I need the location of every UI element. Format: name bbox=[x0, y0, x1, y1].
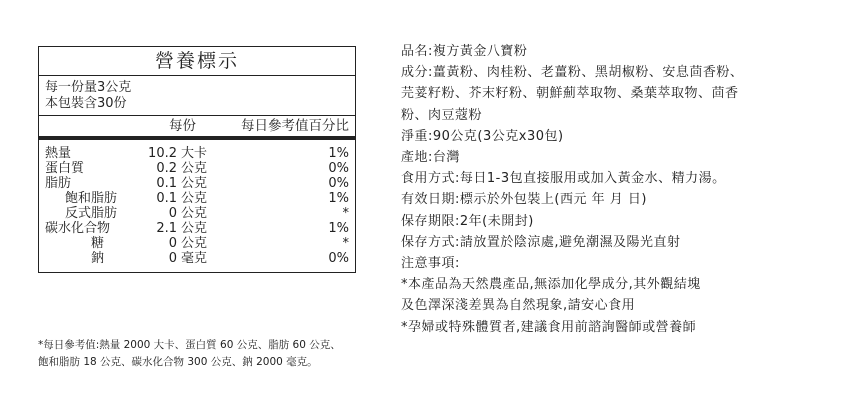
col-daily-value: 每日參考值百分比 bbox=[241, 118, 349, 134]
nutrient-unit: 公克 bbox=[181, 191, 208, 206]
footnote-line: *每日參考值:熱量 2000 大卡、蛋白質 60 公克、脂肪 60 公克、 bbox=[38, 339, 341, 351]
nutrient-daily-pct: 0% bbox=[328, 161, 349, 176]
nutrient-unit: 公克 bbox=[181, 221, 208, 236]
info-product-name: 品名:複方黃金八寶粉 bbox=[401, 44, 528, 59]
nutrient-amount: 0 bbox=[168, 206, 177, 221]
info-ingredients-cont: 芫荽籽粉、芥末籽粉、朝鮮薊萃取物、桑葉萃取物、茴香 bbox=[401, 86, 739, 102]
nutrient-unit: 公克 bbox=[181, 176, 208, 191]
info-origin: 產地:台灣 bbox=[401, 150, 460, 166]
nutrient-name: 碳水化合物 bbox=[45, 221, 111, 236]
nutrient-name: 飽和脂肪 bbox=[65, 191, 118, 206]
nutrient-name: 熱量 bbox=[45, 146, 72, 161]
nutrient-name: 反式脂肪 bbox=[65, 206, 118, 221]
col-per-serving: 每份 bbox=[169, 118, 196, 134]
nutrient-row bbox=[39, 221, 355, 236]
nutrient-row bbox=[39, 236, 355, 251]
nutrient-daily-pct: 1% bbox=[328, 146, 349, 161]
nutrient-row bbox=[39, 206, 355, 221]
servings-per-pack: 本包裝含30份 bbox=[45, 96, 127, 111]
nutrient-daily-pct: 0% bbox=[328, 251, 349, 266]
nutrient-row bbox=[39, 161, 355, 176]
nutrient-amount: 0.2 bbox=[156, 161, 177, 176]
column-header bbox=[39, 116, 355, 140]
nutrient-daily-pct: 1% bbox=[328, 191, 349, 206]
nutrient-row bbox=[39, 251, 355, 266]
info-net-weight: 淨重:90公克(3公克x30包) bbox=[401, 128, 564, 144]
nutrient-amount: 0.1 bbox=[156, 191, 177, 206]
info-note: *本產品為天然農產品,無添加化學成分,其外觀結塊 bbox=[401, 277, 701, 293]
nutrient-row bbox=[39, 176, 355, 191]
nutrient-amount: 2.1 bbox=[156, 221, 177, 236]
nutrient-row bbox=[39, 146, 355, 161]
product-info bbox=[401, 41, 821, 338]
nutrient-daily-pct: * bbox=[342, 206, 349, 221]
nutrient-daily-pct: * bbox=[342, 236, 349, 251]
nutrient-daily-pct: 1% bbox=[328, 221, 349, 236]
info-expiry-date: 有效日期:標示於外包裝上(西元 年 月 日) bbox=[401, 192, 647, 208]
nutrient-amount: 0 bbox=[168, 236, 177, 251]
info-usage: 食用方式:每日1-3包直接服用或加入黃金水、精力湯。 bbox=[401, 171, 726, 187]
info-ingredients: 成分:薑黃粉、肉桂粉、老薑粉、黑胡椒粉、安息茴香粉、 bbox=[401, 65, 744, 81]
nutrient-amount: 0.1 bbox=[156, 176, 177, 191]
nutrient-name: 蛋白質 bbox=[45, 161, 85, 176]
info-notes-heading: 注意事項: bbox=[401, 256, 460, 272]
info-storage: 保存方式:請放置於陰涼處,避免潮濕及陽光直射 bbox=[401, 234, 681, 250]
nutrient-unit: 公克 bbox=[181, 206, 208, 221]
nutrient-unit: 毫克 bbox=[181, 251, 208, 266]
daily-value-footnote bbox=[38, 337, 378, 371]
serving-info bbox=[39, 76, 355, 116]
nutrient-name: 鈉 bbox=[91, 251, 105, 266]
nutrient-daily-pct: 0% bbox=[328, 176, 349, 191]
info-shelf-life: 保存期限:2年(未開封) bbox=[401, 213, 534, 229]
footnote-line: 飽和脂肪 18 公克、碳水化合物 300 公克、鈉 2000 毫克。 bbox=[38, 356, 318, 368]
nutrition-label bbox=[38, 46, 356, 273]
nutrient-rows bbox=[39, 140, 355, 272]
nutrient-row bbox=[39, 191, 355, 206]
nutrient-amount: 0 bbox=[168, 251, 177, 266]
nutrient-name: 脂肪 bbox=[45, 176, 72, 191]
serving-size: 每一份量3公克 bbox=[45, 80, 132, 95]
label-title: 營養標示 bbox=[39, 47, 355, 76]
nutrient-unit: 公克 bbox=[181, 161, 208, 176]
info-ingredients-cont: 粉、肉豆蔻粉 bbox=[401, 107, 483, 123]
info-note: *孕婦或特殊體質者,建議食用前諮詢醫師或營養師 bbox=[401, 319, 697, 335]
nutrient-unit: 大卡 bbox=[181, 146, 208, 161]
nutrient-name: 糖 bbox=[91, 236, 105, 251]
info-note: 及色澤深淺差異為自然現象,請安心食用 bbox=[401, 298, 636, 314]
nutrient-amount: 10.2 bbox=[148, 146, 177, 161]
nutrient-unit: 公克 bbox=[181, 236, 208, 251]
